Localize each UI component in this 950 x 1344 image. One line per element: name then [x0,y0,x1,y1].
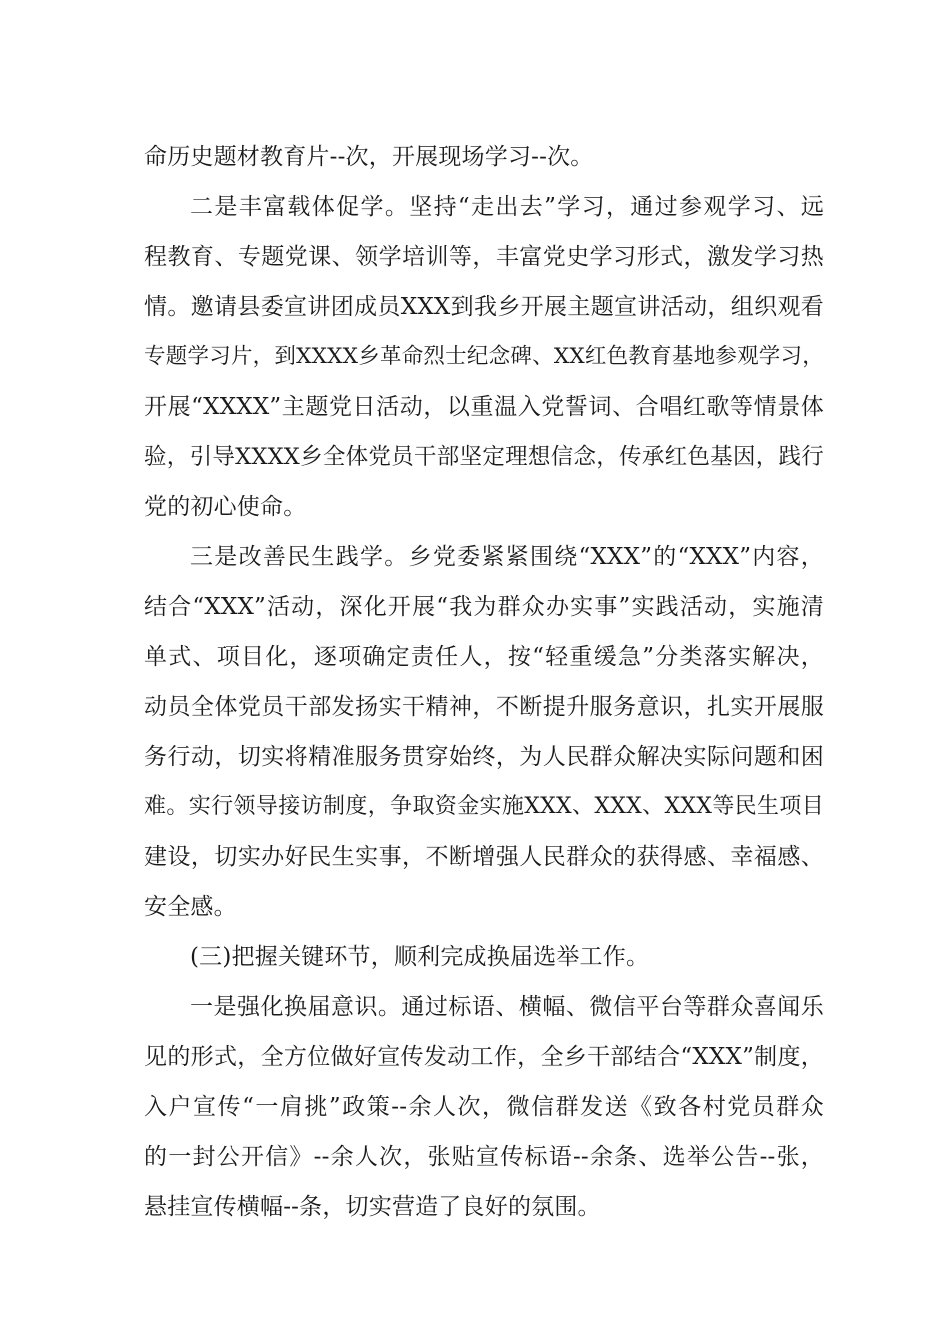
text-line: 难。实行领导接访制度，争取资金实施XXX、XXX、XXX等民生项目 [144,794,824,819]
text-line: 结合“XXX”活动，深化开展“我为群众办实事”实践活动，实施清 [144,594,824,620]
text-line: 安全感。 [144,894,237,920]
text-line: 程教育、专题党课、领学培训等，丰富党史学习形式，激发学习热 [144,244,824,270]
text-line: 见的形式，全方位做好宣传发动工作，全乡干部结合“XXX”制度， [144,1044,824,1070]
text-line: 的一封公开信》--余人次，张贴宣传标语--余条、选举公告--张， [144,1144,824,1170]
text-line: (三)把握关键环节，顺利完成换届选举工作。 [190,944,650,970]
text-line: 单式、项目化，逐项确定责任人，按“轻重缓急”分类落实解决， [144,644,824,670]
text-line: 情。邀请县委宣讲团成员XXX到我乡开展主题宣讲活动，组织观看 [144,294,824,320]
text-line: 动员全体党员干部发扬实干精神，不断提升服务意识，扎实开展服 [144,694,824,720]
text-line: 三是改善民生践学。乡党委紧紧围绕“XXX”的“XXX”内容， [190,544,824,570]
text-line: 建设，切实办好民生实事，不断增强人民群众的获得感、幸福感、 [144,844,824,870]
document-body [144,132,824,1232]
text-line: 党的初心使命。 [144,494,307,520]
text-line: 命历史题材教育片--次，开展现场学习--次。 [144,144,594,170]
text-line: 二是丰富载体促学。坚持“走出去”学习，通过参观学习、远 [190,194,824,220]
text-line: 开展“XXXX”主题党日活动，以重温入党誓词、合唱红歌等情景体 [144,394,824,420]
text-line: 专题学习片，到XXXX乡革命烈士纪念碑、XX红色教育基地参观学习， [144,344,824,369]
text-line: 入户宣传“一肩挑”政策--余人次，微信群发送《致各村党员群众 [144,1094,824,1120]
text-line: 务行动，切实将精准服务贯穿始终，为人民群众解决实际问题和困 [144,744,824,770]
text-line: 一是强化换届意识。通过标语、横幅、微信平台等群众喜闻乐 [190,994,824,1020]
text-line: 悬挂宣传横幅--条，切实营造了良好的氛围。 [144,1194,601,1220]
text-line: 验，引导XXXX乡全体党员干部坚定理想信念，传承红色基因，践行 [144,444,824,470]
